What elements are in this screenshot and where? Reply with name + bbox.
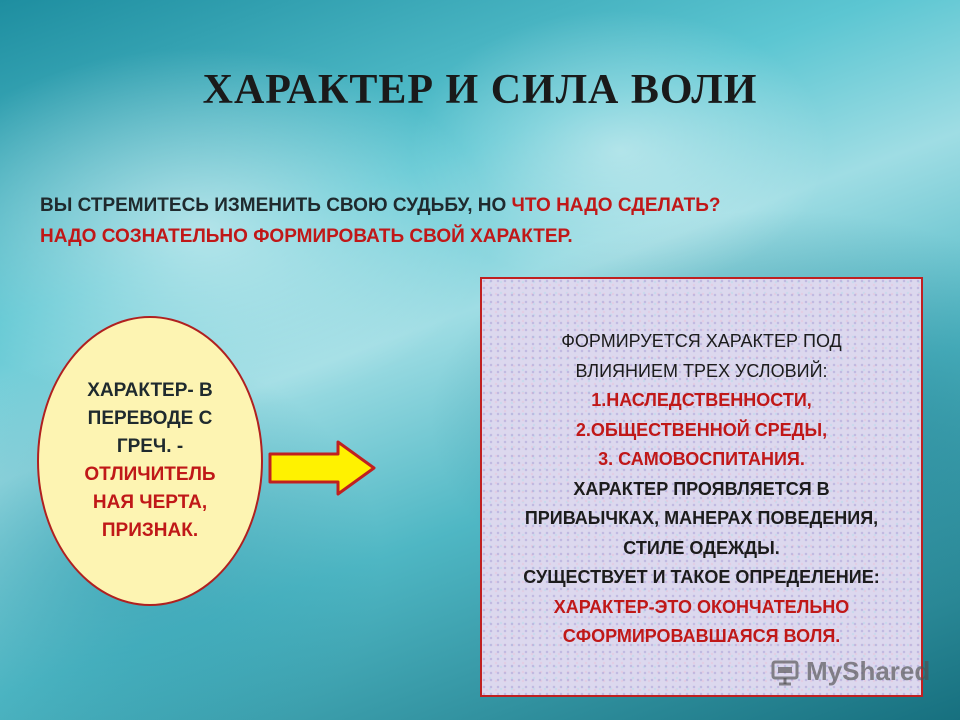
box-line-10: ХАРАКТЕР-ЭТО ОКОНЧАТЕЛЬНО: [553, 596, 850, 617]
box-line-9: СУЩЕСТВУЕТ И ТАКОЕ ОПРЕДЕЛЕНИЕ:: [523, 567, 880, 587]
presentation-icon: [770, 657, 800, 687]
watermark: [770, 656, 930, 687]
box-line-4: 2.ОБЩЕСТВЕННОЙ СРЕДЫ,: [575, 419, 828, 440]
ellipse-line-3: ГРЕЧ. -: [116, 436, 184, 457]
ellipse-line-1: ХАРАКТЕР- В: [87, 380, 213, 401]
box-line-6: ХАРАКТЕР ПРОЯВЛЯЕТСЯ В: [573, 478, 830, 499]
box-line-8: СТИЛЕ ОДЕЖДЫ.: [623, 537, 780, 558]
intro-question-highlight: ЧТО НАДО СДЕЛАТЬ?: [511, 195, 721, 216]
box-line-11: СФОРМИРОВАВШАЯСЯ ВОЛЯ.: [562, 626, 841, 646]
box-line-2: ВЛИЯНИЕМ ТРЕХ УСЛОВИЙ:: [575, 360, 828, 381]
ellipse-line-6: ПРИЗНАК.: [101, 520, 199, 541]
intro-line-1: [40, 195, 720, 217]
ellipse-line-4: ОТЛИЧИТЕЛЬ: [84, 464, 216, 485]
conditions-box: [480, 277, 923, 697]
definition-ellipse: [37, 316, 263, 606]
ellipse-line-5: НАЯ ЧЕРТА,: [92, 492, 208, 513]
box-line-3: 1.НАСЛЕДСТВЕННОСТИ,: [591, 390, 812, 410]
box-line-5: 3. САМОВОСПИТАНИЯ.: [598, 449, 805, 469]
watermark-text: MyShared: [806, 656, 931, 686]
slide-title: ХАРАКТЕР И СИЛА ВОЛИ: [202, 67, 758, 113]
box-line-7: ПРИВАЫЧКАХ, МАНЕРАХ ПОВЕДЕНИЯ,: [524, 508, 879, 528]
right-arrow-icon: [268, 440, 378, 496]
intro-line-2: НАДО СОЗНАТЕЛЬНО ФОРМИРОВАТЬ СВОЙ ХАРАКТЕР.: [40, 226, 573, 247]
ellipse-line-2: ПЕРЕВОДЕ С: [87, 408, 213, 429]
box-line-1: ФОРМИРУЕТСЯ ХАРАКТЕР ПОД: [561, 331, 842, 351]
intro-question-text: ВЫ СТРЕМИТЕСЬ ИЗМЕНИТЬ СВОЮ СУДЬБУ, НО: [40, 195, 512, 216]
